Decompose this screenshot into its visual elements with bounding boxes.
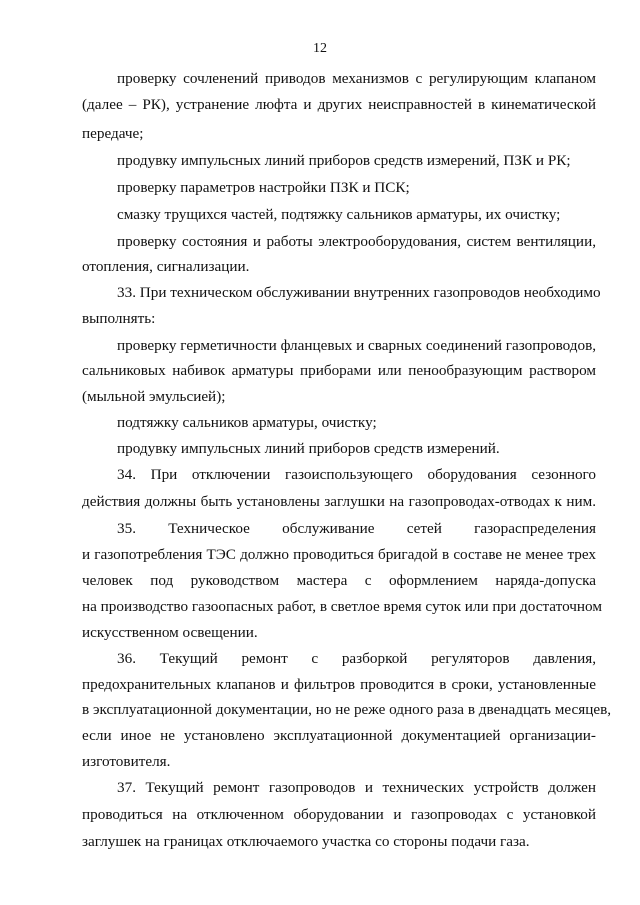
text-line: (мыльной эмульсией); <box>82 388 226 405</box>
text-line: искусственном освещении. <box>82 624 258 641</box>
text-line: проверку состояния и работы электрооборудования, систем вентиляции, <box>117 233 596 250</box>
text-line: на производство газоопасных работ, в светлое время суток или при достаточном <box>82 598 602 615</box>
text-line: предохранительных клапанов и фильтров проводится в сроки, установленные <box>82 676 596 693</box>
text-line: 34. При отключении газоиспользующего оборудования сезонного <box>117 466 596 483</box>
text-line: человек под руководством мастера с оформлением наряда-допуска <box>82 572 596 589</box>
text-line: проверку герметичности фланцевых и сварных соединений газопроводов, <box>117 337 597 354</box>
text-line: передаче; <box>82 125 144 142</box>
text-line: 36. Текущий ремонт с разборкой регуляторов давления, <box>117 650 596 667</box>
text-line: (далее – РК), устранение люфта и других неисправностей в кинематической <box>82 96 596 113</box>
text-line: выполнять: <box>82 310 156 327</box>
text-line: продувку импульсных линий приборов средств измерений. <box>117 440 500 457</box>
text-line: 35. Техническое обслуживание сетей газораспределения <box>117 520 596 537</box>
text-line: в эксплуатационной документации, но не реже одного раза в двенадцать месяцев, <box>82 701 612 718</box>
text-line: отопления, сигнализации. <box>82 258 250 275</box>
text-line: продувку импульсных линий приборов средств измерений, ПЗК и РК; <box>117 152 571 169</box>
text-line: смазку трущихся частей, подтяжку сальников арматуры, их очистку; <box>117 206 561 223</box>
page-number: 12 <box>313 41 327 56</box>
text-line: 37. Текущий ремонт газопроводов и технических устройств должен <box>117 779 596 796</box>
text-line: проверку сочленений приводов механизмов с регулирующим клапаном <box>117 70 596 87</box>
text-line: 33. При техническом обслуживании внутренних газопроводов необходимо <box>117 284 601 301</box>
text-line: подтяжку сальников арматуры, очистку; <box>117 414 377 431</box>
text-line: изготовителя. <box>82 753 171 770</box>
text-line: проводиться на отключенном оборудовании и газопроводах с установкой <box>82 806 596 823</box>
text-line: если иное не установлено эксплуатационной документацией организации- <box>82 727 596 744</box>
text-line: и газопотребления ТЭС должно проводиться бригадой в составе не менее трех <box>82 546 596 563</box>
text-line: проверку параметров настройки ПЗК и ПСК; <box>117 179 410 196</box>
text-line: сальниковых набивок арматуры приборами или пенообразующим раствором <box>82 362 596 379</box>
text-line: действия должны быть установлены заглушки на газопроводах-отводах к ним. <box>82 493 596 510</box>
text-line: заглушек на границах отключаемого участка со стороны подачи газа. <box>82 833 530 850</box>
